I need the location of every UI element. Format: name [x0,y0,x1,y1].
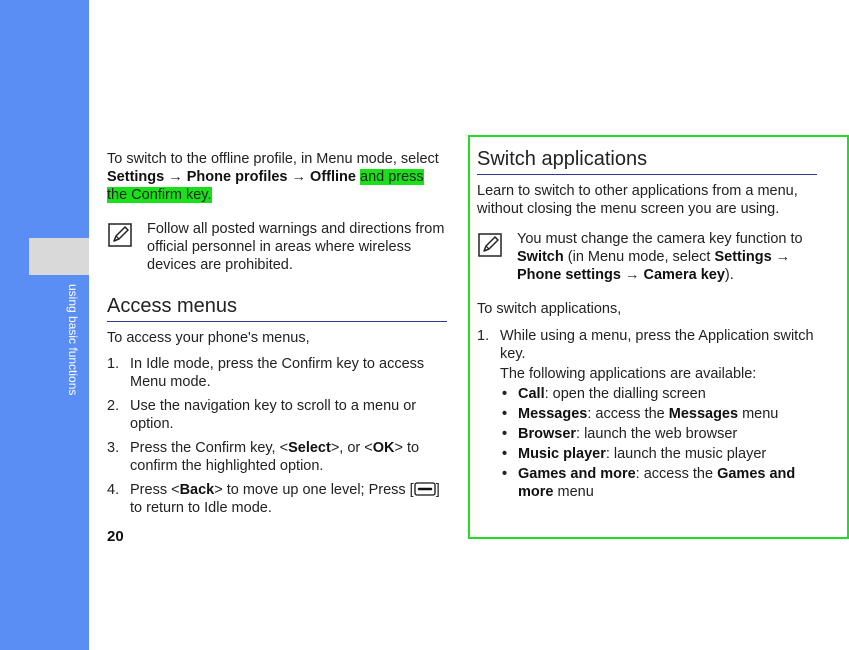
list-item: 1. In Idle mode, press the Confirm key to access Menu mode. [107,356,425,390]
end-key-icon [414,482,436,496]
list-item: • Browser: launch the web browser [502,426,738,442]
list-item: 1. While using a menu, press the Application switch key. The following applications are available: • Call: open the dialling screen • Messages: access the Messages menu • Browser: launch the web browser • Music player: launch the music player • Games and more: access the Games and more menu [477,327,817,501]
page-number: 20 [107,528,124,545]
offline-instruction: To switch to the offline profile, in Menu mode, select Settings → Phone profiles → Offline and press the Confirm key. [107,151,439,203]
note-pencil-icon [108,223,132,247]
list-item: • Music player: launch the music player [502,446,767,462]
apps-intro: The following applications are available: [500,366,757,382]
left-column [107,150,447,517]
camera-key-note [477,230,817,284]
apps-list [500,385,817,501]
access-menus-intro: To access your phone's menus, [107,330,310,346]
list-item: 2. Use the navigation key to scroll to a menu or option. [107,398,417,432]
list-item: 4. Press <Back> to move up one level; Press [ ] to return to Idle mode. [107,482,440,516]
note-pencil-icon [478,233,502,257]
list-item: 3. Press the Confirm key, <Select>, or <OK> to confirm the highlighted option. [107,440,420,474]
switch-applications-heading: Switch applications [477,147,817,175]
switch-applications-box [468,135,849,539]
access-menus-heading: Access menus [107,294,447,322]
warning-note-text: Follow all posted warnings and directions from official personnel in areas where wireless devices are prohibited. [147,221,445,273]
warning-note [107,220,447,274]
highlighted-text: and press the Confirm key. [107,169,424,203]
list-item: • Games and more: access the Games and more menu [502,466,796,500]
list-item: • Messages: access the Messages menu [502,406,779,422]
switch-steps [477,327,817,501]
list-item: • Call: open the dialling screen [502,386,706,402]
switch-lead: To switch applications, [477,301,622,317]
sidebar-section-label: using basic functions [66,284,80,396]
sidebar-tab [29,238,89,275]
camera-key-note-text: You must change the camera key function to Switch (in Menu mode, select Settings → Phone settings → Camera key). [517,231,803,283]
switch-applications-intro: Learn to switch to other applications from a menu, without closing the menu screen you are using. [477,183,798,217]
access-menus-steps [107,355,447,517]
